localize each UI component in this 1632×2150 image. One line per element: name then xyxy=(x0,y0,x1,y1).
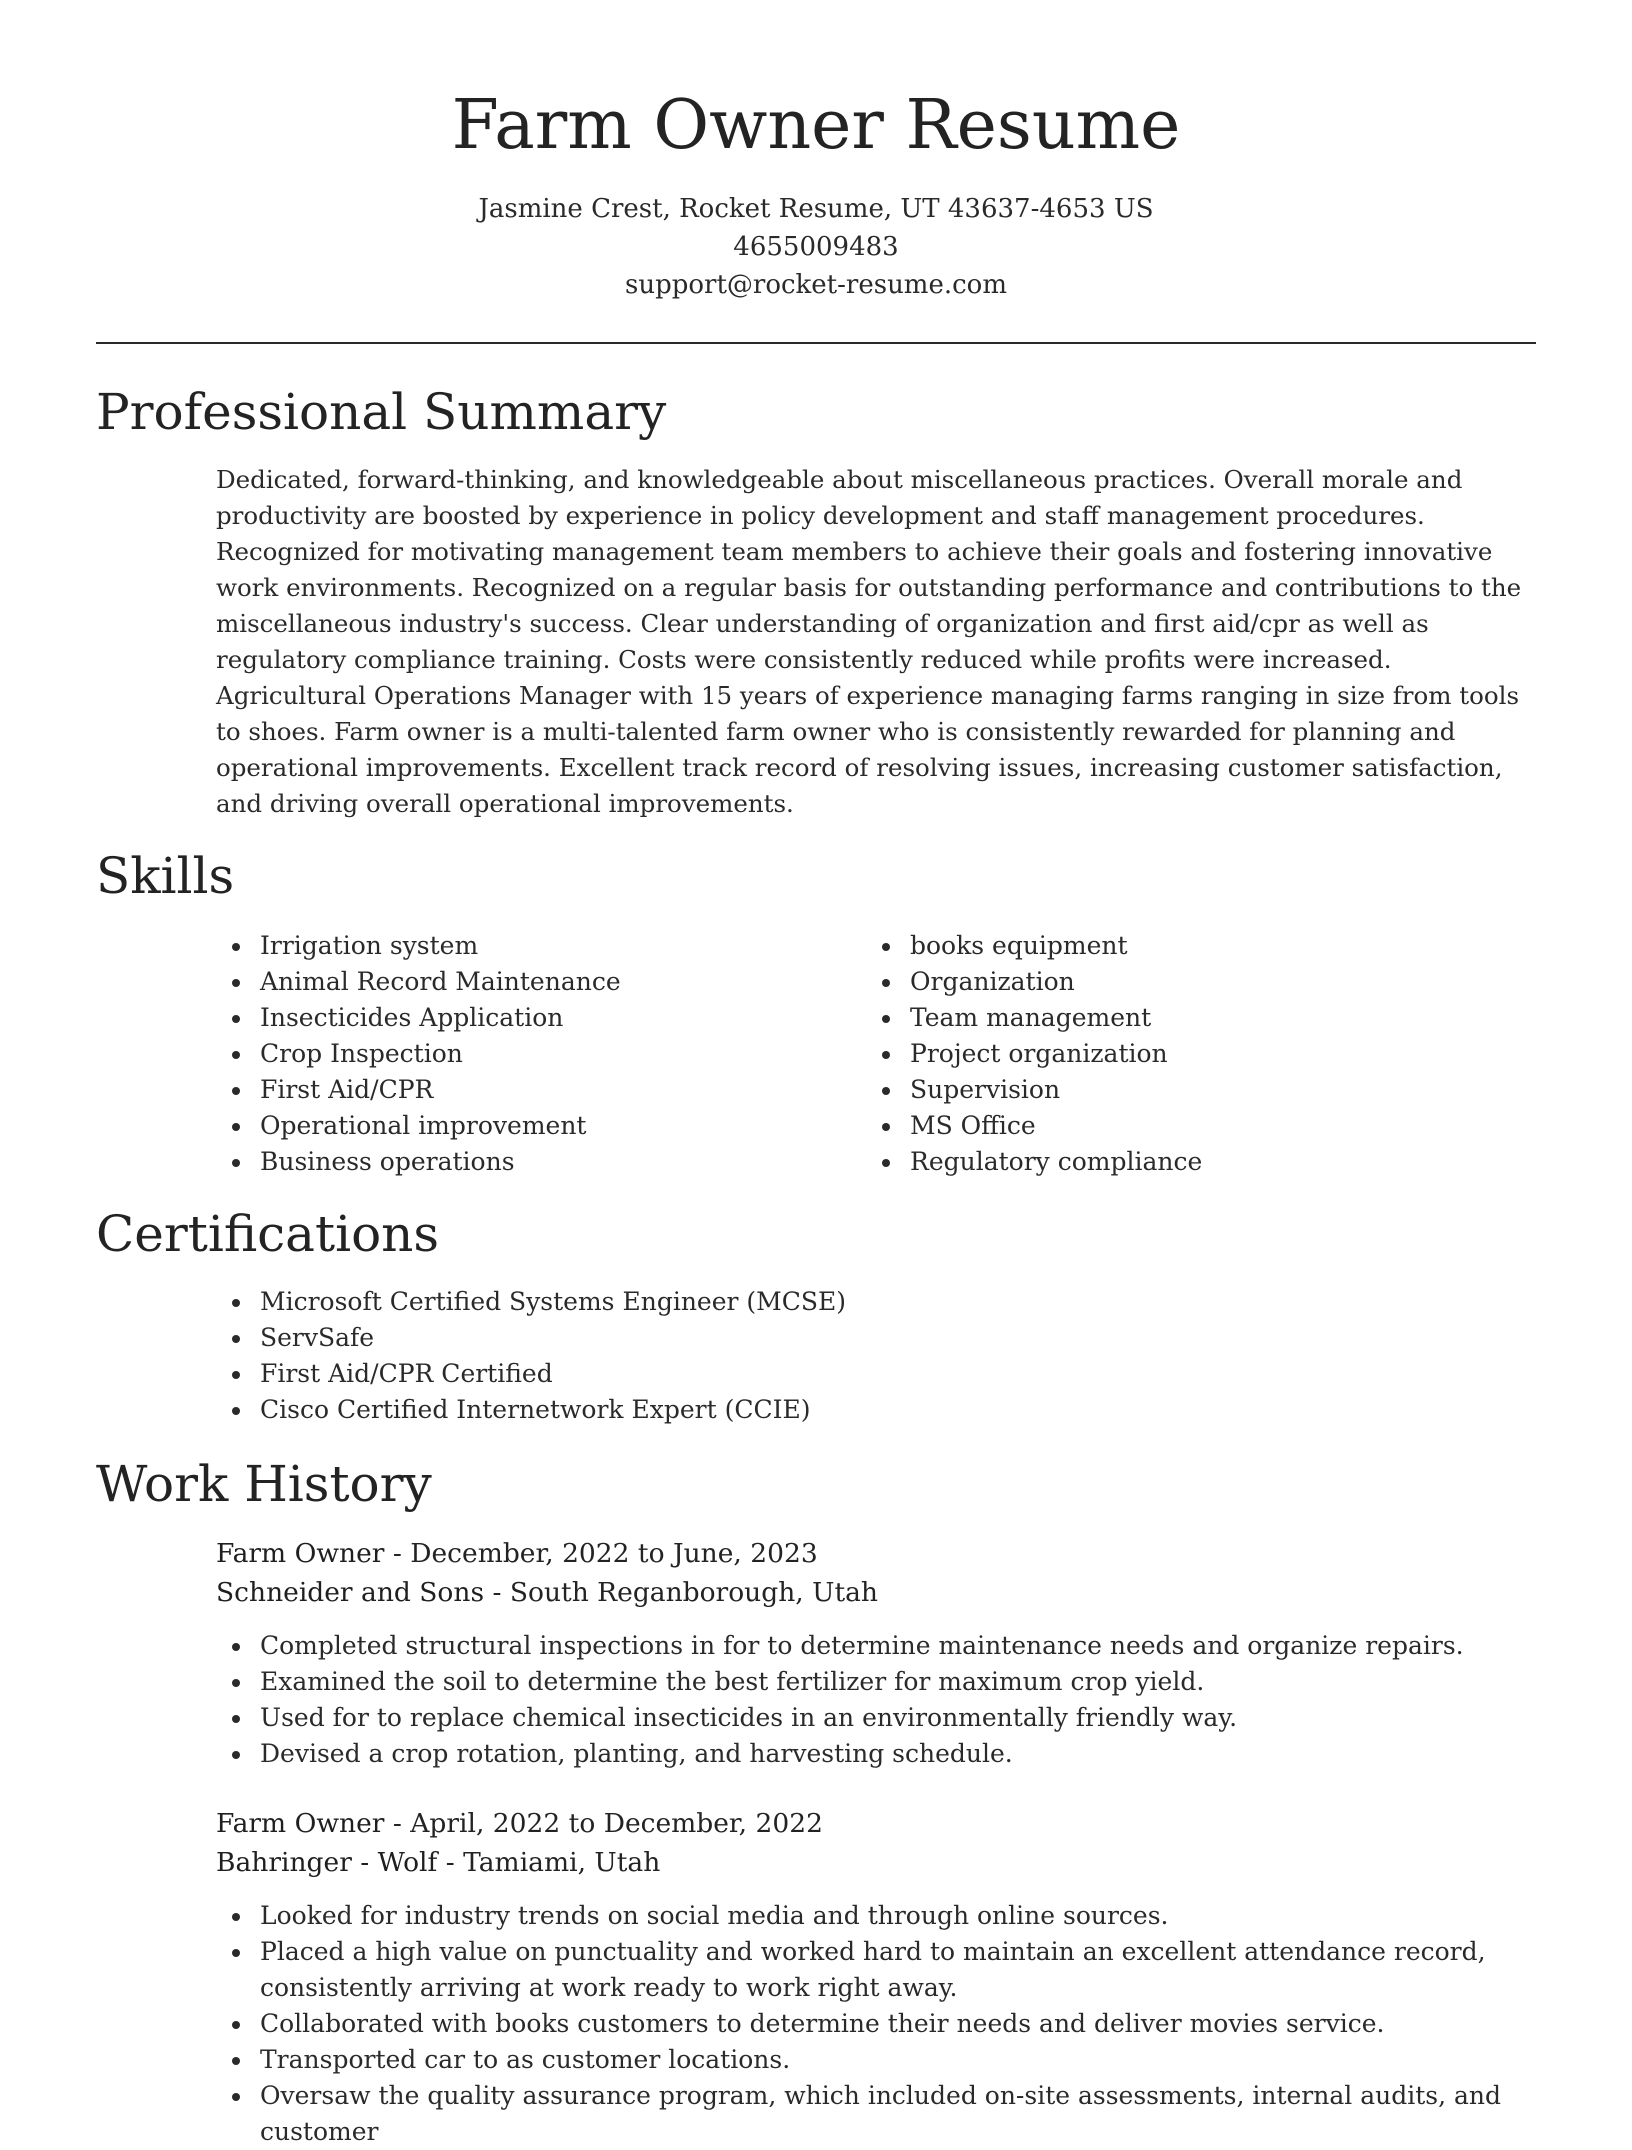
job-company: Schneider and Sons xyxy=(216,1577,485,1608)
skill-item: Project organization xyxy=(866,1036,1506,1072)
skill-item: books equipment xyxy=(866,928,1506,964)
skill-item: Operational improvement xyxy=(216,1108,836,1144)
job-duty: Examined the soil to determine the best fertilizer for maximum crop yield. xyxy=(216,1664,1536,1700)
skill-item: Insecticides Application xyxy=(216,1000,836,1036)
job-dates: - April, 2022 to December, 2022 xyxy=(384,1808,823,1839)
skills-list-left xyxy=(216,928,836,1180)
job-location: - Tamiami, Utah xyxy=(437,1847,661,1878)
summary-text: Dedicated, forward-thinking, and knowledgeable about miscellaneous practices. Overall morale and productivity are boosted by experience in policy development and staff management procedures. Recognized for motivating management team members to achieve their goals and fostering innovative work environments. Recognized on a regular basis for outstanding performance and contributions to the miscellaneous industry's success. Clear understanding of organization and first aid/cpr as well as regulatory compliance training. Costs were consistently reduced while profits were increased. Agricultural Operations Manager with 15 years of experience managing farms ranging in size from tools to shoes. Farm owner is a multi-talented farm owner who is consistently rewarded for planning and operational improvements. Excellent track record of resolving issues, increasing customer satisfaction, and driving overall operational improvements. xyxy=(216,465,1522,818)
skill-item: Organization xyxy=(866,964,1506,1000)
header-divider xyxy=(96,342,1536,344)
job-company-line xyxy=(216,1843,660,1883)
job-location: - South Reganborough, Utah xyxy=(484,1577,878,1608)
job-duty: Devised a crop rotation, planting, and harvesting schedule. xyxy=(216,1736,1536,1772)
summary-heading: Professional Summary xyxy=(96,383,667,441)
job-duty: Completed structural inspections in for to determine maintenance needs and organize repairs. xyxy=(216,1628,1536,1664)
certification-item: Cisco Certified Internetwork Expert (CCIE) xyxy=(216,1392,1516,1428)
contact-email: support@rocket-resume.com xyxy=(624,270,1007,300)
skill-item: Regulatory compliance xyxy=(866,1144,1506,1180)
skill-item: Team management xyxy=(866,1000,1506,1036)
job-title: Farm Owner xyxy=(216,1808,385,1839)
contact-block xyxy=(0,190,1632,304)
skill-item: First Aid/CPR xyxy=(216,1072,836,1108)
job-duty: Used for to replace chemical insecticides in an environmentally friendly way. xyxy=(216,1700,1536,1736)
certification-item: ServSafe xyxy=(216,1320,1516,1356)
skill-item: MS Office xyxy=(866,1108,1506,1144)
job-duties-list xyxy=(216,1898,1536,2150)
job-duty: Oversaw the quality assurance program, which included on-site assessments, internal audits, and customer xyxy=(216,2078,1536,2150)
job-duty: Transported car to as customer locations. xyxy=(216,2042,1536,2078)
job-title-line xyxy=(216,1804,823,1844)
job-duty: Collaborated with books customers to determine their needs and deliver movies service. xyxy=(216,2006,1536,2042)
contact-address: Jasmine Crest, Rocket Resume, UT 43637-4653 US xyxy=(478,194,1154,224)
skill-item: Crop Inspection xyxy=(216,1036,836,1072)
certifications-heading: Certifications xyxy=(96,1205,440,1263)
job-title: Farm Owner xyxy=(216,1538,385,1569)
skill-item: Irrigation system xyxy=(216,928,836,964)
skills-list-right xyxy=(866,928,1506,1180)
job-title-line xyxy=(216,1534,818,1574)
contact-phone: 4655009483 xyxy=(733,232,899,262)
skill-item: Supervision xyxy=(866,1072,1506,1108)
skill-item: Business operations xyxy=(216,1144,836,1180)
job-company: Bahringer - Wolf xyxy=(216,1847,438,1878)
certifications-list xyxy=(216,1284,1516,1428)
certification-item: First Aid/CPR Certified xyxy=(216,1356,1516,1392)
job-dates: - December, 2022 to June, 2023 xyxy=(384,1538,818,1569)
skill-item: Animal Record Maintenance xyxy=(216,964,836,1000)
resume-title: Farm Owner Resume xyxy=(451,86,1181,165)
skills-heading: Skills xyxy=(96,847,235,905)
job-duty: Looked for industry trends on social media and through online sources. xyxy=(216,1898,1536,1934)
job-duty: Placed a high value on punctuality and worked hard to maintain an excellent attendance record, consistently arriving at work ready to work right away. xyxy=(216,1934,1536,2006)
certification-item: Microsoft Certified Systems Engineer (MCSE) xyxy=(216,1284,1516,1320)
work-history-heading: Work History xyxy=(96,1455,432,1513)
job-company-line xyxy=(216,1573,878,1613)
job-duties-list xyxy=(216,1628,1536,1772)
